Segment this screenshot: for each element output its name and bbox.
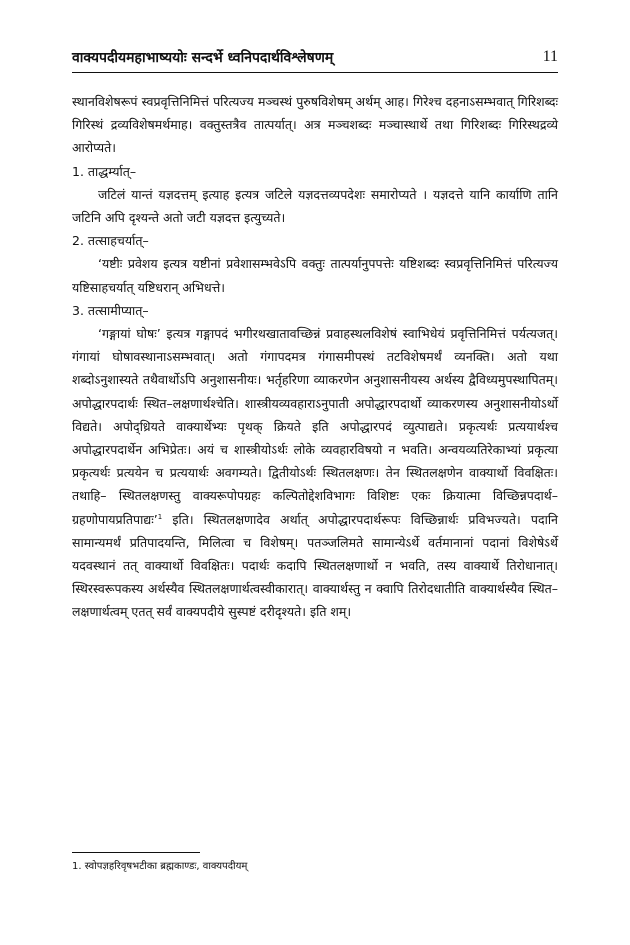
paragraph-1: स्थानविशेषरूपं स्वप्रवृत्तिनिमित्तं परित्यज्य मञ्चस्थं पुरुषविशेषम् अर्थम् आह। गिरेश्च दहनाऽसम्भवात् गिरिशब्दः गिरिस्थं द्रव्यविशेषमर्थमाह। वक्तुस्तत्रैव तात्पर्यात्। अत्र मञ्चशब्दः मञ्चास्थार्थे तथा गिरिशब्दः गिरिस्थद्रव्ये आरोप्यते। — [72, 94, 558, 156]
page-number: 11 — [542, 48, 558, 65]
paragraph-4 — [72, 322, 558, 624]
footnote-rule — [72, 852, 200, 853]
body-text — [72, 90, 558, 624]
section-heading-3: 3. तत्सामीप्यात्– — [72, 302, 149, 318]
section-heading-2: 2. तत्साहचर्यात्– — [72, 233, 149, 249]
header-title: वाक्यपदीयमहाभाष्ययोः सन्दर्भे ध्वनिपदार्थविश्लेषणम् — [72, 50, 334, 66]
paragraph-4-part-1: ‘गङ्गायां घोषः’ इत्यत्र गङ्गापदं भगीरथखातावच्छिन्नं प्रवाहस्थलविशेषं स्वाभिधेयं प्रवृत्तिनिमित्तं पर्यत्यजत्। गंगायां घोषावस्थानाऽसम्भवात्। अतो गंगापदमत्र गंगासमीपस्थं तटविशेषमर्थं व्यनक्ति। अतो यथा शब्दोऽनुशास्यते तथैवार्थोऽपि अनुशासनीयः। भर्तृहरिणा व्याकरणेन अनुशासनीयस्य अर्थस्य द्वैविध्यमुपस्थापितम्। अपोद्धारपदार्थः स्थित–लक्षणार्थश्चेति। शास्त्रीयव्यवहाराऽनुपाती अपोद्धारपदार्थो व्याकरणस्य अनुशासनीयोऽर्थो विद्यते। अपोद्ध्रियते वाक्यार्थेभ्यः पृथक् क्रियते इति अपोद्धारपदं व्युत्पाद्यते। प्रकृत्यर्थः प्रत्ययार्थश्च अपोद्धारपदार्थेन अभिप्रेतः। अयं च शास्त्रीयोऽर्थः लोके व्यवहारविषयो न भवति। अन्वयव्यतिरेकाभ्यां प्रकृत्या प्रकृत्यर्थः प्रत्ययेन च प्रत्ययार्थः अवगम्यते। द्वितीयोऽर्थः स्थितलक्षणः। तेन स्थितलक्षणेन वाक्यार्थो विवक्षितः। तथाहि– स्थितलक्षणस्तु वाक्यरूपोपग्रहः कल्पितोद्देशविभागः विशिष्टः एकः क्रियात्मा विच्छिन्नपदार्थ–ग्रहणोपायप्रतिपाद्यः’ — [72, 326, 558, 527]
section-heading-1: 1. ताद्धर्म्यात्– — [72, 163, 137, 179]
footnote: 1. स्वोपज्ञहरिवृषभटीका ब्रह्मकाण्डः, वाक्यपदीयम् — [72, 861, 248, 872]
paragraph-3: ‘यष्टीः प्रवेशय इत्यत्र यष्टीनां प्रवेशासम्भवेऽपि वक्तुः तात्पर्यानुपपत्तेः यष्टिशब्दः स्वप्रवृत्तिनिमित्तं परित्यज्य यष्टिसाहचर्यात् यष्टिधरान् अभिधत्ते। — [72, 256, 558, 295]
footnote-marker[interactable]: 1 — [157, 512, 163, 521]
running-header — [72, 46, 558, 73]
paragraph-2: जटिलं यान्तं यज्ञदत्तम् इत्याह इत्यत्र जटिले यज्ञदत्तव्यपदेशः समारोप्यते । यज्ञदत्ते यानि कार्याणि तानि जटिनि अपि दृश्यन्ते अतो जटी यज्ञदत्त इत्युच्यते। — [72, 186, 558, 226]
paragraph-4-part-2: इति। स्थितलक्षणादेव अर्थात् अपोद्धारपदार्थरूपः विच्छिन्नार्थः प्रविभज्यते। पदानि सामान्यमर्थं प्रतिपादयन्ति, मिलित्वा च विशेषम्। पतञ्जलिमते सामान्येऽर्थे वर्तमानानां पदानां विशेषेऽर्थे यदवस्थानं तत् वाक्यार्थो विवक्षितः। पदार्थः कदापि स्थितलक्षणार्थो न भवति, तस्य वाक्यार्थे तिरोधानात्। स्थिरस्वरूपकस्य अर्थस्यैव स्थितलक्षणार्थत्वस्वीकारात्। वाक्यार्थस्तु न क्वापि तिरोदधातीति वाक्यार्थस्यैव स्थित–लक्षणार्थत्वम् एतत् सर्वं वाक्यपदीये सुस्पष्टं दरीदृश्यते। इति शम्। — [72, 511, 558, 620]
